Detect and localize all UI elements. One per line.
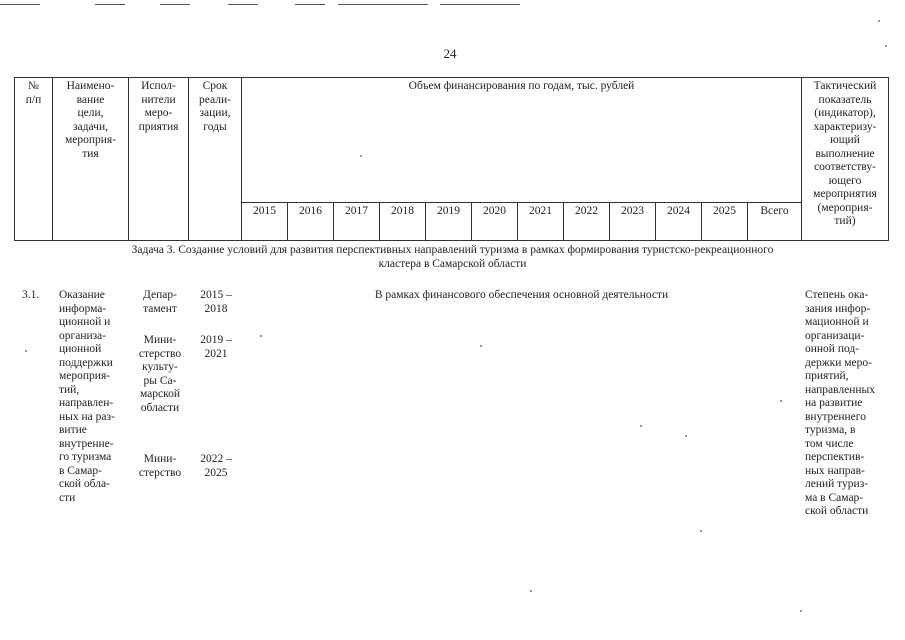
funding-note: В рамках финансового обеспечения основной деятельности <box>374 289 669 301</box>
year-cell: 2025 <box>713 205 736 217</box>
scan-artifact <box>885 45 887 47</box>
scan-artifact <box>780 400 782 402</box>
year-cell: 2015 <box>253 205 276 217</box>
scan-artifact <box>878 20 880 22</box>
executor-period: 2019 – 2021 <box>200 334 232 360</box>
scan-artifact <box>228 4 258 5</box>
year-cell: 2016 <box>299 205 322 217</box>
years-row-border <box>241 202 801 203</box>
row-number: 3.1. <box>22 289 40 301</box>
scan-artifact <box>338 4 428 5</box>
scan-artifact <box>0 4 40 5</box>
year-cell: 2023 <box>621 205 644 217</box>
year-cell: 2024 <box>667 205 690 217</box>
executor-period: 2015 – 2018 <box>200 289 232 315</box>
task-heading: Задача 3. Создание условий для развития перспективных направлений туризма в рамках формирования туристско-рекреационного кластера в Самарской области <box>131 244 774 270</box>
executor-name: Мини- стерство культу- ры Са- марской области <box>138 334 182 414</box>
table-border-right <box>888 77 889 241</box>
scan-artifact <box>25 350 27 352</box>
executor-name: Мини- стерство <box>138 453 182 479</box>
year-cell: 2019 <box>437 205 460 217</box>
year-cell: 2018 <box>391 205 414 217</box>
scan-artifact <box>95 4 125 5</box>
year-cell: 2022 <box>575 205 598 217</box>
row-indicator: Степень ока- зания инфор- мационной и организаци- онной под- держки меро- приятий, направленных на развитие внутреннего туризма, в том числе перспектив- ных направ- лений туриз- ма в Самар- ской области <box>805 289 876 517</box>
header-executor: Испол- нители меро- приятия <box>138 80 179 133</box>
year-cell: 2017 <box>345 205 368 217</box>
scan-artifact <box>360 155 362 157</box>
year-cell: 2021 <box>529 205 552 217</box>
scan-artifact <box>160 4 190 5</box>
row-name: Оказание информа- ционной и организа- ционной поддержки мероприя- тий, направлен- ных на раз- витие внутренне- го туризма в Самар- ской обла- сти <box>59 289 115 504</box>
total-cell: Всего <box>760 205 789 217</box>
executor-name: Депар- тамент <box>143 289 177 315</box>
scan-artifact <box>640 425 642 427</box>
scan-artifact <box>530 590 532 592</box>
scan-artifact <box>685 435 687 437</box>
table-border-top <box>14 77 889 78</box>
scan-artifact <box>480 345 482 347</box>
header-name: Наимено- вание цели, задачи, мероприя- тия <box>64 80 117 160</box>
page-number: 24 <box>443 46 457 61</box>
table-border-bottom <box>14 240 889 241</box>
executor-period: 2022 – 2025 <box>200 453 232 479</box>
scan-artifact <box>260 335 262 337</box>
scan-artifact <box>800 610 802 612</box>
scan-artifact <box>700 530 702 532</box>
header-number: № п/п <box>25 80 42 106</box>
header-funding: Объем финансирования по годам, тыс. рублей <box>408 80 635 92</box>
header-indicator: Тактический показатель (индикатор), характеризу- ющий выполнение соответству- ющего мероприятия (мероприя- тий) <box>813 80 877 227</box>
header-period: Срок реали- зации, годы <box>199 80 231 133</box>
scan-artifact <box>295 4 325 5</box>
scan-artifact <box>440 4 520 5</box>
year-cell: 2020 <box>483 205 506 217</box>
